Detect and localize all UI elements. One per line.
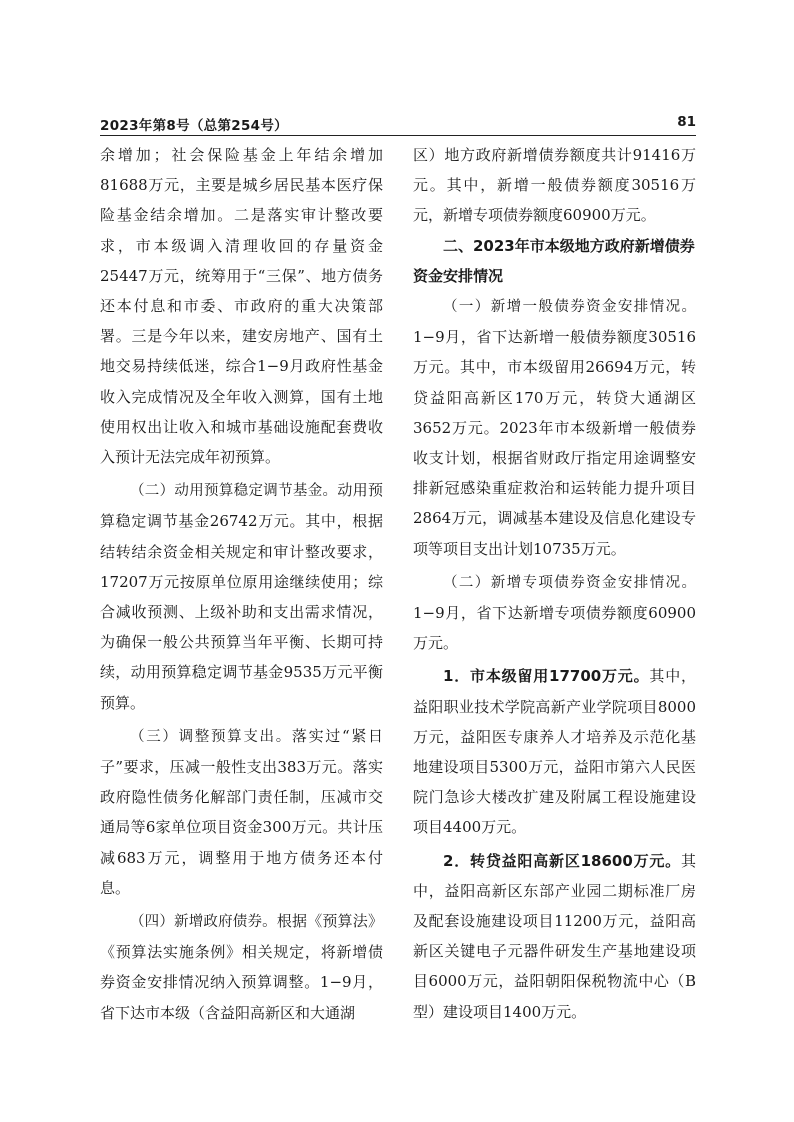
paragraph-onlent-hightech xyxy=(413,846,696,1027)
section-heading: 二、2023年市本级地方政府新增债券资金安排情况 xyxy=(413,236,695,285)
paragraph-text: 根据《预算法》《预算法实施条例》相关规定，将新增债券资金安排情况纳入预算调整。1−9月，省下达市本级（含益阳高新区和大通湖 xyxy=(100,912,383,1022)
paragraph-lead: （二）新增专项债券资金安排情况。 xyxy=(443,574,696,591)
left-column xyxy=(100,140,383,1028)
paragraph-lead: （三）调整预算支出。 xyxy=(130,728,292,745)
paragraph-budget-adjustment xyxy=(100,721,383,903)
page-header xyxy=(100,113,696,136)
paragraph-lead: 2．转贷益阳高新区18600万元。 xyxy=(443,851,681,870)
right-column xyxy=(413,140,696,1027)
paragraph-lead: （四）新增政府债券。 xyxy=(130,914,277,931)
paragraph-special-bonds xyxy=(413,567,696,659)
paragraph-text: 落实过“紧日子”要求，压减一般性支出383万元。落实政府隐性债务化解部门责任制，压减市交通局等6家单位项目资金300万元。共计压减683万元，调整用于地方债务还本付息。 xyxy=(100,726,384,897)
paragraph-text: 1−9月，省下达新增专项债券额度60900万元。 xyxy=(413,604,696,653)
paragraph-lead: （二）动用预算稳定调节基金。 xyxy=(130,483,338,500)
paragraph-stabilization-fund xyxy=(100,475,383,718)
paragraph-continuation xyxy=(413,140,696,231)
paragraph-text: 动用预算稳定调节基金26742万元。其中，根据结转结余资金相关规定和审计整改要求，17207万元按原单位原用途继续使用；综合减收预测、上级补助和支出需求情况，为确保一般公共预算当年平衡、长期可持续，动用预算稳定调节基金9535万元平衡预算。 xyxy=(100,481,383,712)
paragraph-new-bonds xyxy=(100,906,383,1028)
paragraph-text: 1−9月，省下达新增一般债券额度30516万元。其中，市本级留用26694万元，转贷益阳高新区170万元，转贷大通湖区3652万元。2023年市本级新增一般债券收支计划，根据省财政厅指定用途调整安排新冠感染重症救治和运转能力提升项目2864万元，调减基本建设及信息化建设专项等项目支出计划10735万元。 xyxy=(413,328,696,558)
paragraph-text: 其中，益阳高新区东部产业园二期标准厂房及配套设施建设项目11200万元，益阳高新区关键电子元器件研发生产基地建设项目6000万元，益阳朝阳保税物流中心（B型）建设项目1400万元。 xyxy=(413,851,696,1021)
paragraph-continuation xyxy=(100,140,383,472)
paragraph-text: 区）地方政府新增债券额度共计91416万元。其中，新增一般债券额度30516万元，新增专项债券额度60900万元。 xyxy=(413,146,696,225)
paragraph-city-retained xyxy=(413,661,696,842)
paragraph-lead: （一）新增一般债券资金安排情况。 xyxy=(443,299,696,316)
issue-label: 2023年第8号（总第254号） xyxy=(100,118,288,134)
paragraph-lead: 1．市本级留用17700万元。 xyxy=(443,667,650,686)
page-number: 81 xyxy=(677,114,696,130)
paragraph-general-bonds xyxy=(413,291,696,564)
paragraph-text: 其中，益阳职业技术学院高新产业学院项目8000万元，益阳医专康养人才培养及示范化基地建设项目5300万元，益阳市第六人民医院门急诊大楼改扩建及附属工程设施建设项目4400万元。 xyxy=(413,667,696,837)
paragraph-text: 余增加；社会保险基金上年结余增加81688万元，主要是城乡居民基本医疗保险基金结余增加。二是落实审计整改要求，市本级调入清理收回的存量资金25447万元，统筹用于“三保”、地方债务还本付息和市委、市政府的重大决策部署。三是今年以来，建安房地产、国有土地交易持续低迷，综合1−9月政府性基金收入完成情况及全年收入测算，国有土地使用权出让收入和城市基础设施配套费收入预计无法完成年初预算。 xyxy=(100,146,383,467)
